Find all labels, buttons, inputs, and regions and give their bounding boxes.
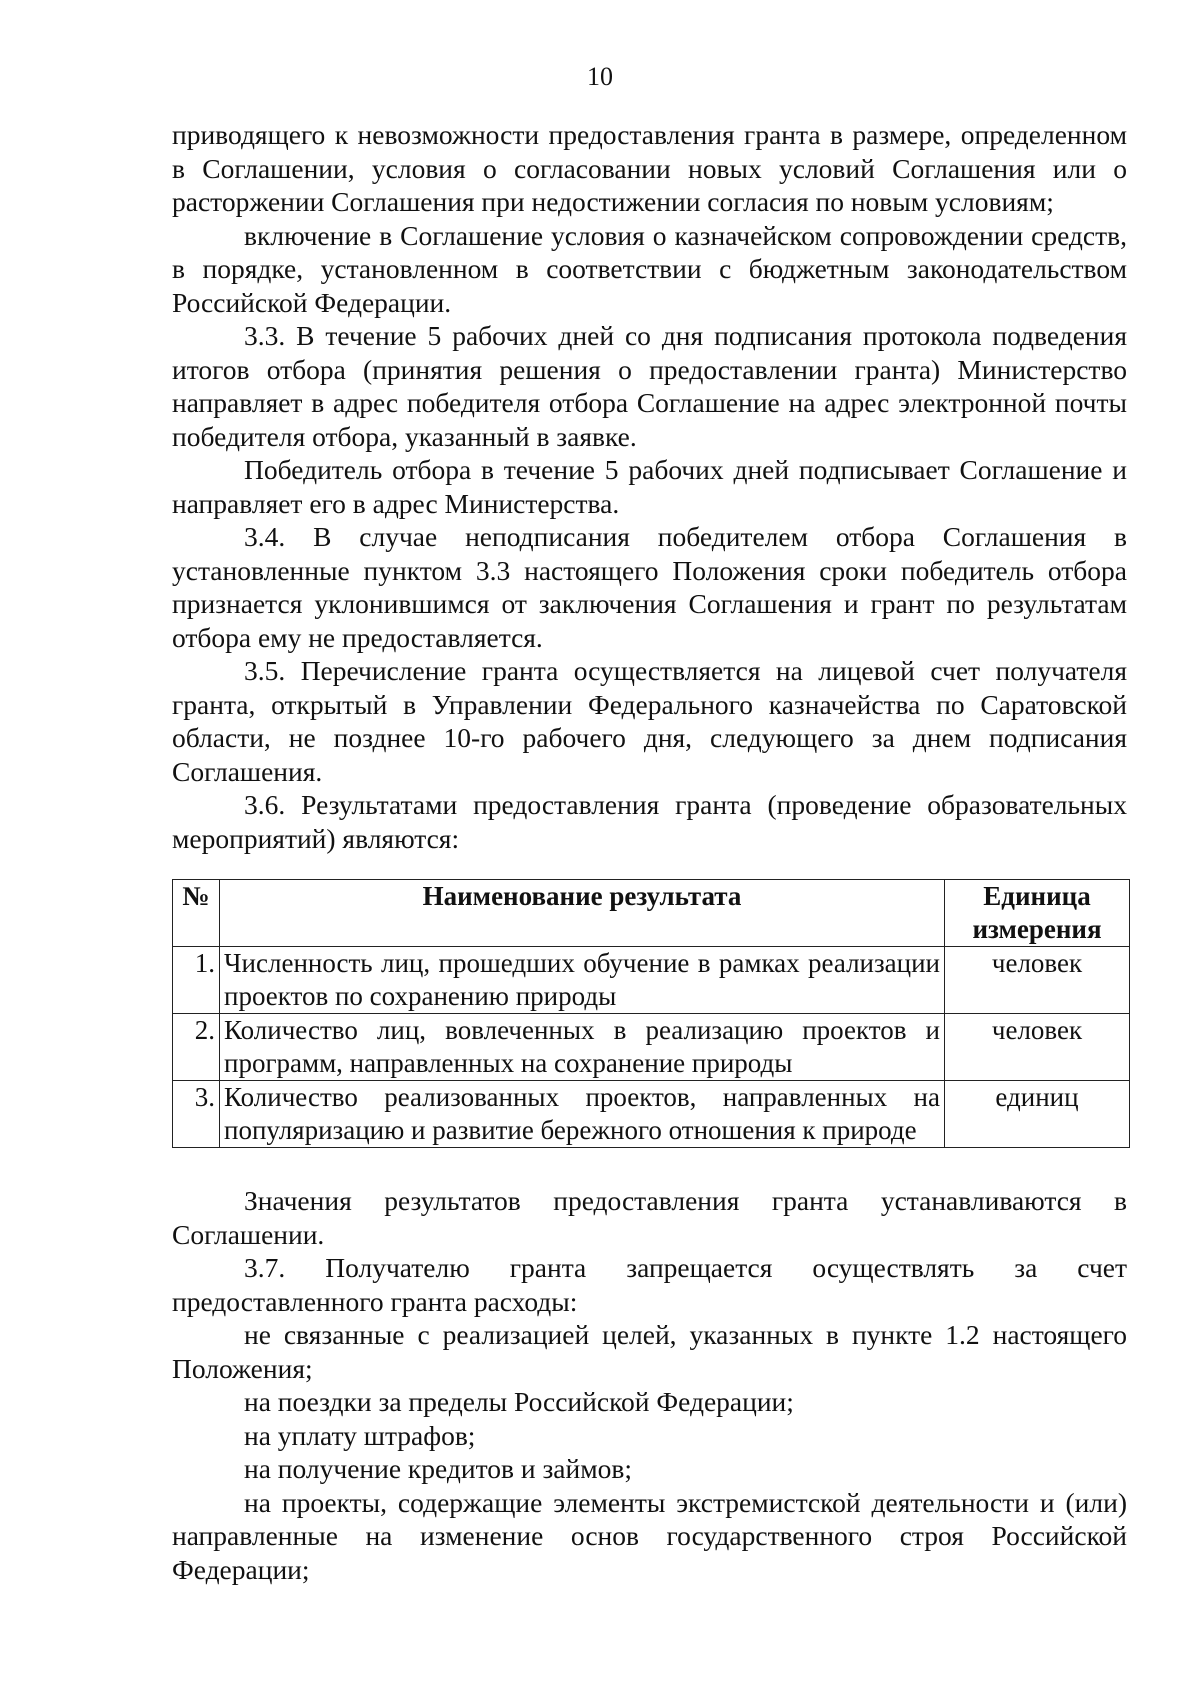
paragraph-3-6: 3.6. Результатами предоставления гранта (проведение образовательных мероприятий) являются:: [172, 789, 1127, 854]
row-unit: человек: [945, 1014, 1130, 1081]
paragraph-3-4: 3.4. В случае неподписания победителем отбора Соглашения в установленные пунктом 3.3 настоящего Положения сроки победитель отбора признается уклонившимся от заключения Соглашения и грант по результатам отбора ему не предоставляется.: [172, 521, 1127, 653]
row-unit: единиц: [945, 1081, 1130, 1148]
paragraph: включение в Соглашение условия о казначейском сопровождении средств, в порядке, установленном в соответствии с бюджетным законодательством Российской Федерации.: [172, 219, 1127, 318]
row-name: Численность лиц, прошедших обучение в рамках реализации проектов по сохранению природы: [220, 947, 945, 1014]
paragraph-3-5: 3.5. Перечисление гранта осуществляется на лицевой счет получателя гранта, открытый в Управлении Федерального казначейства по Саратовской области, не позднее 10-го рабочего дня, следующего за днем подписания Соглашения.: [172, 655, 1127, 787]
paragraph-3-3: 3.3. В течение 5 рабочих дней со дня подписания протокола подведения итогов отбора (принятия решения о предоставлении гранта) Министерство направляет в адрес победителя отбора Соглашение на адрес электронной почты победителя отбора, указанный в заявке.: [172, 320, 1127, 452]
list-item: на получение кредитов и займов;: [244, 1453, 633, 1484]
row-num: 3.: [173, 1081, 220, 1148]
page-number: 10: [587, 62, 613, 91]
paragraph: Значения результатов предоставления гранта устанавливаются в Соглашении.: [172, 1185, 1127, 1250]
header-name: Наименование результата: [220, 880, 945, 947]
paragraphs-after-table: [172, 1184, 1127, 1586]
results-table: [172, 879, 1130, 1148]
list-item: на проекты, содержащие элементы экстремистской деятельности и (или) направленные на изменение основ государственного строя Российской Федерации;: [172, 1486, 1127, 1585]
list-item: на поездки за пределы Российской Федерации;: [244, 1386, 794, 1417]
row-num: 2.: [173, 1014, 220, 1081]
table-row: [173, 1081, 1130, 1148]
header-num: №: [173, 880, 220, 947]
row-num: 1.: [173, 947, 220, 1014]
row-unit: человек: [945, 947, 1130, 1014]
table-row: [173, 947, 1130, 1014]
paragraph: Победитель отбора в течение 5 рабочих дней подписывает Соглашение и направляет его в адрес Министерства.: [172, 454, 1127, 519]
paragraph: приводящего к невозможности предоставления гранта в размере, определенном в Соглашении, условия о согласовании новых условий Соглашения или о расторжении Соглашения при недостижении согласия по новым условиям;: [172, 119, 1127, 217]
list-item: на уплату штрафов;: [244, 1419, 476, 1451]
table-row: [173, 1014, 1130, 1081]
paragraph-3-7: 3.7. Получателю гранта запрещается осуществлять за счет предоставленного гранта расходы:: [172, 1252, 1127, 1317]
row-name: Количество реализованных проектов, направленных на популяризацию и развитие бережного отношения к природе: [220, 1081, 945, 1148]
table-header-row: [173, 880, 1130, 947]
row-name: Количество лиц, вовлеченных в реализацию проектов и программ, направленных на сохранение природы: [220, 1014, 945, 1081]
document-body: [172, 118, 1127, 1586]
header-unit: Единица измерения: [945, 880, 1130, 947]
list-item: не связанные с реализацией целей, указанных в пункте 1.2 настоящего Положения;: [172, 1319, 1127, 1384]
